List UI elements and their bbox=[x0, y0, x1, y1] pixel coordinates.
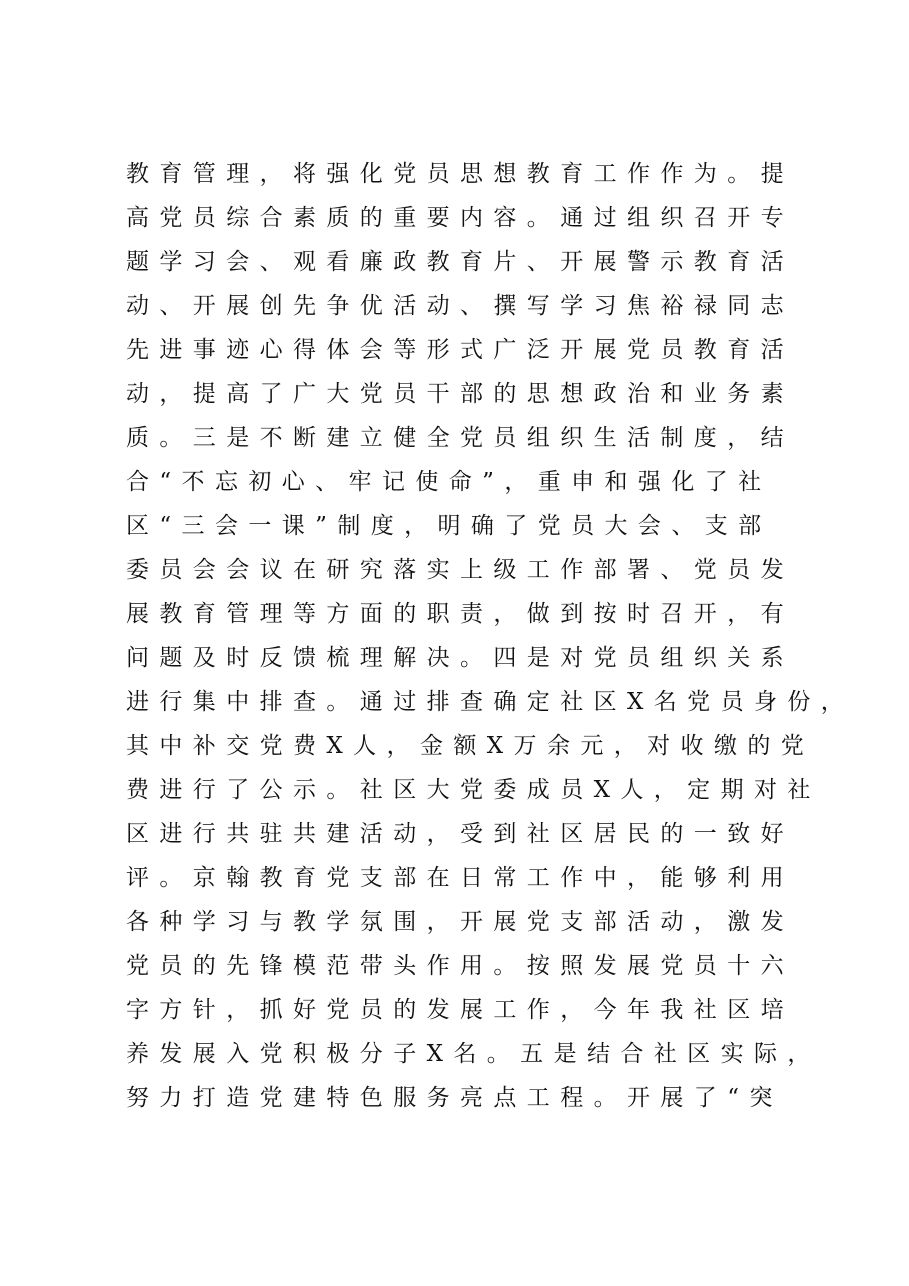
text-line-4: 动、开展创先争优活动、撰写学习焦裕禄同志 bbox=[126, 293, 794, 319]
text-line-8: 合“不忘初心、牢记使命”，重申和强化了社 bbox=[126, 469, 772, 495]
text-line-13: 进行集中排查。通过排查确定社区X名党员身份， bbox=[126, 689, 855, 715]
text-line-2: 高党员综合素质的重要内容。通过组织召开专 bbox=[126, 205, 794, 231]
text-line-6: 动，提高了广大党员干部的思想政治和业务素 bbox=[126, 381, 794, 407]
text-line-22: 努力打造党建特色服务亮点工程。开展了“突 bbox=[126, 1085, 783, 1111]
text-line-20: 字方针，抓好党员的发展工作，今年我社区培 bbox=[126, 997, 794, 1023]
text-line-9: 区“三会一课”制度，明确了党员大会、支部 bbox=[126, 513, 772, 539]
text-line-11: 展教育管理等方面的职责，做到按时召开，有 bbox=[126, 601, 794, 627]
text-line-7: 质。三是不断建立健全党员组织生活制度，结 bbox=[126, 425, 794, 451]
text-line-1: 教育管理，将强化党员思想教育工作作为。提 bbox=[126, 161, 794, 187]
text-line-18: 各种学习与教学氛围，开展党支部活动，激发 bbox=[126, 909, 794, 935]
text-line-21: 养发展入党积极分子X名。五是结合社区实际， bbox=[126, 1041, 821, 1067]
text-line-3: 题学习会、观看廉政教育片、开展警示教育活 bbox=[126, 249, 794, 275]
text-line-10: 委员会会议在研究落实上级工作部署、党员发 bbox=[126, 557, 794, 583]
text-line-15: 费进行了公示。社区大党委成员X人，定期对社 bbox=[126, 777, 821, 803]
text-line-5: 先进事迹心得体会等形式广泛开展党员教育活 bbox=[126, 337, 794, 363]
text-line-19: 党员的先锋模范带头作用。按照发展党员十六 bbox=[126, 953, 794, 979]
text-line-17: 评。京翰教育党支部在日常工作中，能够利用 bbox=[126, 865, 794, 891]
text-line-14: 其中补交党费X人，金额X万余元，对收缴的党 bbox=[126, 733, 815, 759]
text-line-16: 区进行共驻共建活动，受到社区居民的一致好 bbox=[126, 821, 794, 847]
body-text bbox=[126, 158, 855, 1126]
text-line-12: 问题及时反馈梳理解决。四是对党员组织关系 bbox=[126, 645, 794, 671]
